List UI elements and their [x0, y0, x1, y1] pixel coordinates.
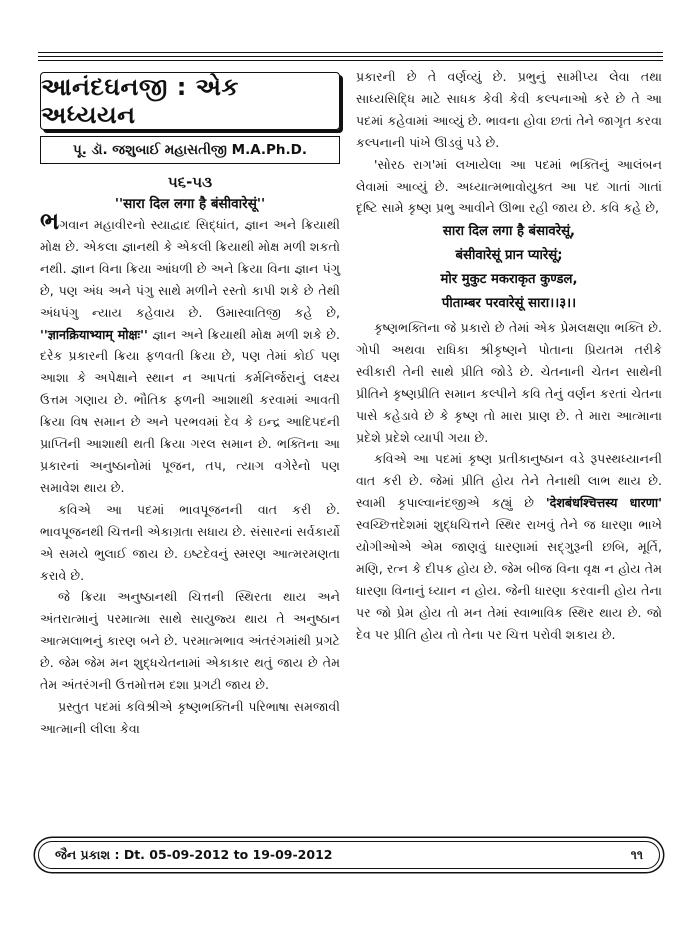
paragraph: 'સોરઠ રાગ'માં લખાયેલા આ પદમાં ભક્તિનું આલંબન લેવામાં આવ્યું છે. અધ્યાત્મભાવોયુક્ત આ પદ ગાતાં ગાતાં દૃષ્ટિ સામે કૃષ્ણ પ્રભુ આવીને ઊભા રહી જાય છે. કવિ કહે છે, [356, 156, 662, 216]
verse-line: मोर मुकुट मकराकृत कुण्डल, [440, 272, 578, 288]
top-rule [38, 52, 663, 53]
verse-line: पीताम्बर परवारेसूं सारा।।३।। [441, 296, 577, 312]
paragraph: જે ક્રિયા અનુષ્ઠાનથી ચિત્તની સ્થિરતા થાય અને અંતરાત્માનું પરમાત્મા સાથે સાયુજ્ય થાય તે અનુષ્ઠાન આત્મલાભનું કારણ બને છે. પરમાત્મભાવ અંતરંગમાંથી પ્રગટે છે. જેમ જેમ મન શુદ્ધચેતનામાં એકાકાર થતું જાય છે તેમ તેમ અંતરંગની ઉત્તમોત્તમ દશા પ્રગટી જાય છે. [40, 589, 340, 693]
paragraph: પ્રસ્તુત પદમાં કવિશ્રીએ કૃષ્ણભક્તિની પરિભાષા સમજાવી આત્માની લીલા કેવા [40, 698, 340, 736]
section-subtitle: ''सारा दिल लगा है बंसीवारेसूं'' [114, 196, 266, 212]
page-number: ૧૧ [630, 847, 643, 862]
sanskrit-quote: 'देशबंधश्चित्तस्य धारणा' [545, 495, 662, 511]
paragraph-text: સ્વચ્છિત્તદેશમાં શુદ્ધચિત્તને સ્થિર રાખવું તેને જ ધારણા ભાખે યોગીઓએ એમ જાણવું ધારણામાં સદ્ગુરૂની છબિ, મૂર્તિ, મણિ, રત્ન કે દીપક હોય છે. જેમ બીજ વિના વૃક્ષ ન હોય તેમ ધારણા વિનાનું ધ્યાન ન હોય. જેની ધારણા કરવાની હોય તેના પર જો પ્રેમ હોય તો મન તેમાં સ્વાભાવિક સ્થિર થાય છે. જો દેવ પર પ્રીતિ હોય તો તેના પર ચિત્ત પરોવી શકાય છે. [356, 517, 662, 642]
drop-cap: ભ [40, 207, 60, 235]
paragraph [40, 207, 340, 499]
section-number: ૫૬-૫૩ [167, 173, 213, 191]
paragraph: પ્રકારની છે તે વર્ણવ્યું છે. પ્રભુનું સામીપ્ય લેવા તથા સાધ્યસિદ્ધિ માટે સાધક કેવી કેવી કલ્પનાઓ કરે છે તે આ પદમાં કહેવામાં આવ્યું છે. ભાવના હોવા છતાં તેને જાગૃત કરવા કલ્પનાની પાંખે ઊડવું પડે છે. [356, 69, 662, 150]
paragraph-text: ગવાન મહાવીરનો સ્યાદ્વાદ સિદ્ધાંત, જ્ઞાન અને ક્રિયાથી મોક્ષ છે. એકલા જ્ઞાનથી કે એકલી ક્રિયાથી મોક્ષ મળી શકતો નથી. જ્ઞાન વિના ક્રિયા આંધળી છે અને ક્રિયા વિના જ્ઞાન પંગુ છે, પણ અંધ અને પંગુ સાથે મળીને રસ્તો કાપી શકે છે તેથી અંધપંગુ ન્યાય કહેવાય છે. ઉમાસ્વાતિજી કહે છે, [40, 217, 340, 320]
paragraph: કૃષ્ણભક્તિના જે પ્રકારો છે તેમાં એક પ્રેમલક્ષણા ભક્તિ છે. ગોપી અથવા રાધિકા શ્રીકૃષ્ણને પોતાના પ્રિયતમ તરીકે સ્વીકારી તેની સાથે પ્રીતિ જોડે છે. ચેતનાની ચેતન સાથેની પ્રીતિને કૃષ્ણપ્રીતિ સમાન કલ્પીને કવિ તેનું વર્ણન કરતાં ચેતના પાસે કહેડાવે છે કે કૃષ્ણ તો મારા પ્રાણ છે. તે મારા આત્માના પ્રદેશે પ્રદેશે વ્યાપી ગયા છે. [356, 319, 662, 445]
author-byline: પૂ. ડૉ. જશુબાઈ મહાસતીજી M.A.Ph.D. [40, 136, 340, 164]
verse-line: सारा दिल लगा है बंसावरेसूं, [442, 224, 576, 240]
right-column [356, 66, 662, 646]
verse-block [356, 221, 662, 315]
left-column [40, 66, 340, 740]
top-rule-2 [38, 56, 663, 57]
verse-line: बंसीवारेसूं प्रान प्यारेसूं; [455, 248, 563, 264]
paragraph: કવિએ આ પદમાં ભાવપૂજનની વાત કરી છે. ભાવપૂજનથી ચિત્તની એકાગ્રતા સધાય છે. સંસારનાં સર્વકાર્યો એ સમયે ભુલાઈ જાય છે. ઇષ્ટદેવનું સ્મરણ આત્મરમણતા કરાવે છે. [40, 501, 340, 583]
sanskrit-quote: ''ज्ञानक्रियाभ्याम् मोक्षः'' [40, 326, 148, 342]
top-rule-3 [38, 60, 663, 61]
article-title: આનંદઘનજી : એક અધ્યયન [40, 72, 340, 130]
page-footer [38, 841, 660, 869]
paragraph [356, 448, 662, 645]
paragraph-text: જ્ઞાન અને ક્રિયાથી મોક્ષ મળી શકે છે. દરેક પ્રકારની ક્રિયા ફળવતી ક્રિયા છે, પણ તેમાં કોઈ પણ આશા કે અપેક્ષાને સ્થાન ન આપતાં કર્મનિર્જરાનું લક્ષ્ય ઉત્તમ ગણાય છે. ભૌતિક ફળની આશાથી કરવામાં આવતી ક્રિયા વિષ સમાન છે અને પરભવમાં દેવ કે ઇન્દ્ર આદિપદની પ્રાપ્તિની આશાથી થતી ક્રિયા ગરલ સમાન છે. ભક્તિના આ પ્રકારનાં અનુષ્ઠાનોમાં પૂજન, તપ, ત્યાગ વગેરેનો પણ સમાવેશ થાય છે. [40, 326, 340, 495]
paragraph-text: કવિએ આ પદમાં કૃષ્ણ પ્રતીકાનુષ્ઠાન વડે રૂપસ્થધ્યાનની વાત કરી છે. જેમાં પ્રીતિ હોય તેને તેનાથી લાભ થાય છે. સ્વામી કૃપાલ્વાનંદજીએ કહ્યું છે [356, 451, 662, 511]
publication-info: જૈન પ્રકાશ : Dt. 05-09-2012 to 19-09-2012 [55, 847, 333, 862]
